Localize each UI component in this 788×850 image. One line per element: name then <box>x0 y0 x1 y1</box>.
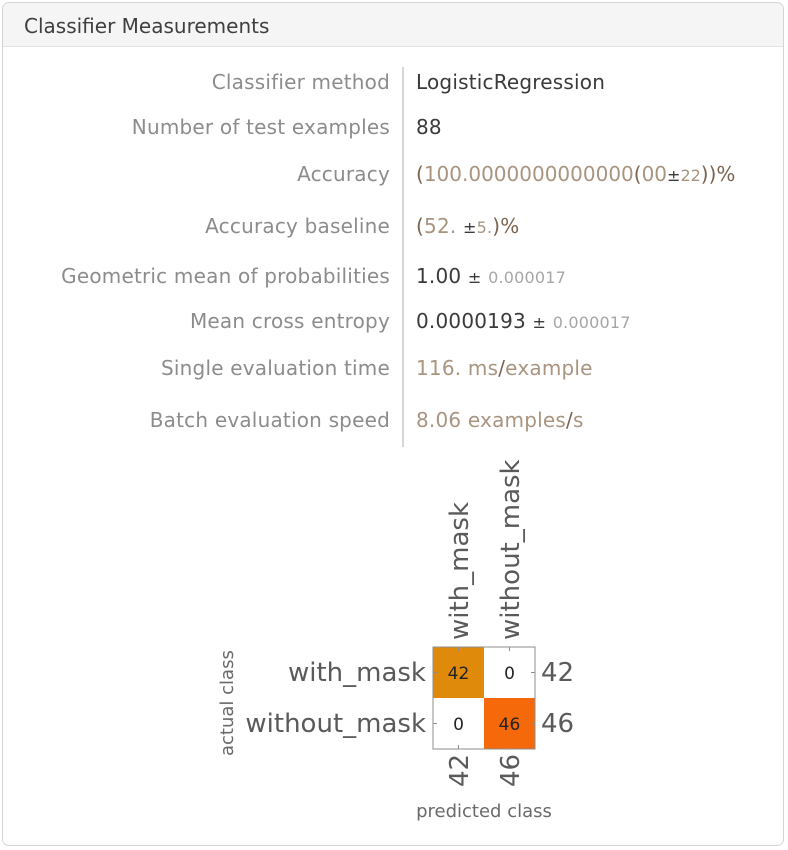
evaltime-unit2: example <box>505 356 593 380</box>
row-label-accuracy: Accuracy <box>297 162 390 186</box>
row-label-batch-eval-speed: Batch evaluation speed <box>149 408 390 432</box>
row-value-classifier-method: LogisticRegression <box>416 70 606 94</box>
crossentropy-pm: ± <box>532 313 547 332</box>
baseline-main: 52. <box>424 214 457 238</box>
accuracy-inner-digits: 00 <box>641 162 668 186</box>
evaltime-main: 116. <box>416 356 462 380</box>
baseline-err: 5. <box>476 218 493 237</box>
batchspeed-slash: / <box>566 408 573 432</box>
crossentropy-err: 0.000017 <box>552 313 631 332</box>
cm-row-total: 42 <box>541 658 575 688</box>
row-label-mean-cross-entropy: Mean cross entropy <box>189 309 390 333</box>
baseline-open-paren: ( <box>416 214 425 238</box>
cm-column-total: 42 <box>445 753 475 787</box>
geomean-main: 1.00 <box>416 264 462 288</box>
row-label-accuracy-baseline: Accuracy baseline <box>205 214 390 238</box>
accuracy-close: ))% <box>700 162 736 186</box>
accuracy-main: 100.0000000000000 <box>423 162 634 186</box>
cm-cell-label: 42 <box>447 664 470 684</box>
accuracy-open-paren: ( <box>416 162 424 186</box>
accuracy-err: 22 <box>680 166 701 185</box>
crossentropy-main: 0.0000193 <box>416 309 526 333</box>
panel-title: Classifier Measurements <box>24 14 270 38</box>
evaltime-unit: ms <box>467 356 499 380</box>
cm-row-header: without_mask <box>245 709 426 739</box>
cm-column-total: 46 <box>496 753 526 787</box>
accuracy-inner-open: ( <box>633 162 642 186</box>
geomean-pm: ± <box>467 268 482 287</box>
cm-x-axis-label: predicted class <box>416 801 552 822</box>
row-value-test-examples: 88 <box>416 115 442 139</box>
evaltime-slash: / <box>498 356 506 380</box>
geomean-err: 0.000017 <box>488 268 567 287</box>
cm-row-header: with_mask <box>287 658 426 688</box>
accuracy-pm: ± <box>667 166 681 185</box>
cm-cell-label: 0 <box>453 715 464 735</box>
row-label-classifier-method: Classifier method <box>211 70 390 94</box>
cm-row-total: 46 <box>541 709 575 739</box>
batchspeed-unit2: s <box>572 408 584 432</box>
row-label-geometric-mean: Geometric mean of probabilities <box>61 264 390 288</box>
batchspeed-unit: examples <box>467 408 567 432</box>
cm-cell-label: 0 <box>504 664 515 684</box>
cm-column-header: with_mask <box>445 501 475 640</box>
cm-y-axis-label: actual class <box>217 650 238 756</box>
cm-cell-label: 46 <box>498 715 521 735</box>
batchspeed-main: 8.06 <box>416 408 462 432</box>
baseline-close: )% <box>492 214 520 238</box>
baseline-pm: ± <box>463 218 477 237</box>
row-label-test-examples: Number of test examples <box>131 115 390 139</box>
cm-column-header: without_mask <box>496 459 526 640</box>
row-label-single-eval-time: Single evaluation time <box>161 356 390 380</box>
